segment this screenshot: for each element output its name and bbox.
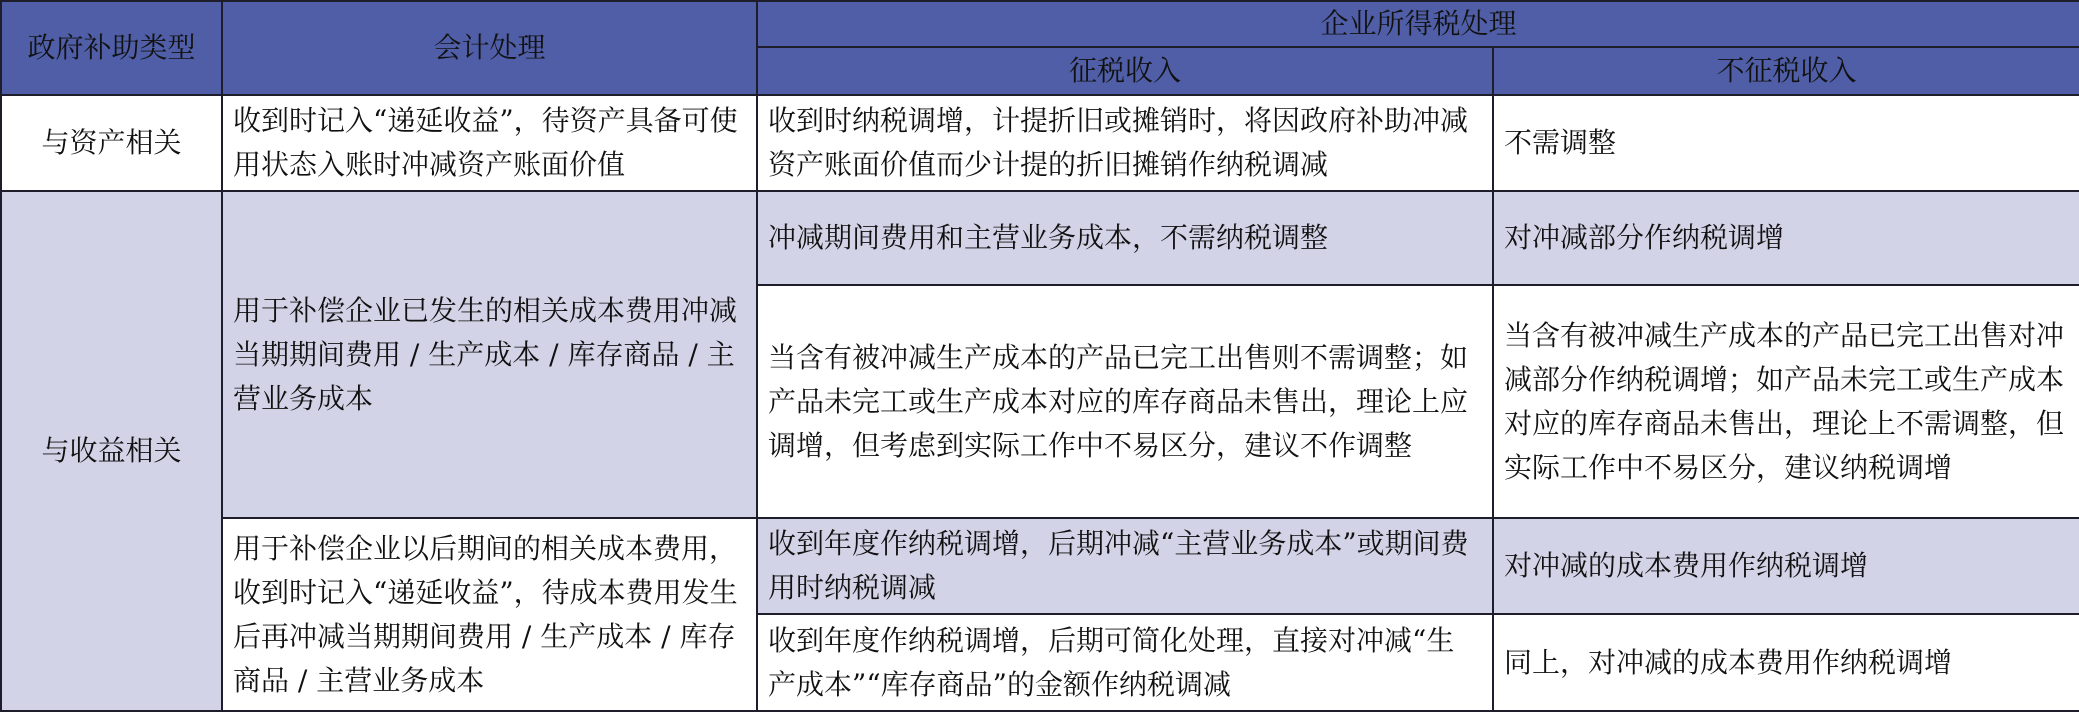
cell-type-income-related: 与收益相关 xyxy=(1,191,222,711)
cell-past-r2-nontaxable: 当含有被冲减生产成本的产品已完工出售对冲减部分作纳税调增；如产品未完工或生产成本对应的库存商品未售出，理论上不需调整，但实际工作中不易区分，建议纳税调增 xyxy=(1493,285,2079,518)
cell-asset-accounting: 收到时记入“递延收益”，待资产具备可使用状态入账时冲减资产账面价值 xyxy=(222,95,757,191)
header-accounting-treatment: 会计处理 xyxy=(222,1,757,95)
cell-future-r2-taxable: 收到年度作纳税调增，后期可简化处理，直接对冲减“生产成本”“库存商品”的金额作纳税调减 xyxy=(757,614,1493,711)
cell-past-cost-accounting: 用于补偿企业已发生的相关成本费用冲减当期期间费用 / 生产成本 / 库存商品 / 主营业务成本 xyxy=(222,191,757,518)
cell-asset-nontaxable: 不需调整 xyxy=(1493,95,2079,191)
cell-past-r2-taxable: 当含有被冲减生产成本的产品已完工出售则不需调整；如产品未完工或生产成本对应的库存商品未售出，理论上应调增，但考虑到实际工作中不易区分，建议不作调整 xyxy=(757,285,1493,518)
cell-future-r1-taxable: 收到年度作纳税调增，后期冲减“主营业务成本”或期间费用时纳税调减 xyxy=(757,518,1493,614)
cell-type-asset-related: 与资产相关 xyxy=(1,95,222,191)
cell-asset-taxable: 收到时纳税调增，计提折旧或摊销时，将因政府补助冲减资产账面价值而少计提的折旧摊销作纳税调减 xyxy=(757,95,1493,191)
header-subsidy-type: 政府补助类型 xyxy=(1,1,222,95)
cell-future-r1-nontaxable: 对冲减的成本费用作纳税调增 xyxy=(1493,518,2079,614)
cell-future-cost-accounting: 用于补偿企业以后期间的相关成本费用，收到时记入“递延收益”，待成本费用发生后再冲减当期期间费用 / 生产成本 / 库存商品 / 主营业务成本 xyxy=(222,518,757,711)
header-income-tax-treatment: 企业所得税处理 xyxy=(757,1,2079,47)
cell-future-r2-nontaxable: 同上，对冲减的成本费用作纳税调增 xyxy=(1493,614,2079,711)
table-row xyxy=(1,95,2079,191)
cell-past-r1-nontaxable: 对冲减部分作纳税调增 xyxy=(1493,191,2079,285)
header-taxable-income: 征税收入 xyxy=(757,47,1493,95)
cell-past-r1-taxable: 冲减期间费用和主营业务成本，不需纳税调整 xyxy=(757,191,1493,285)
table-row xyxy=(1,518,2079,614)
header-non-taxable-income: 不征税收入 xyxy=(1493,47,2079,95)
table-row xyxy=(1,191,2079,285)
